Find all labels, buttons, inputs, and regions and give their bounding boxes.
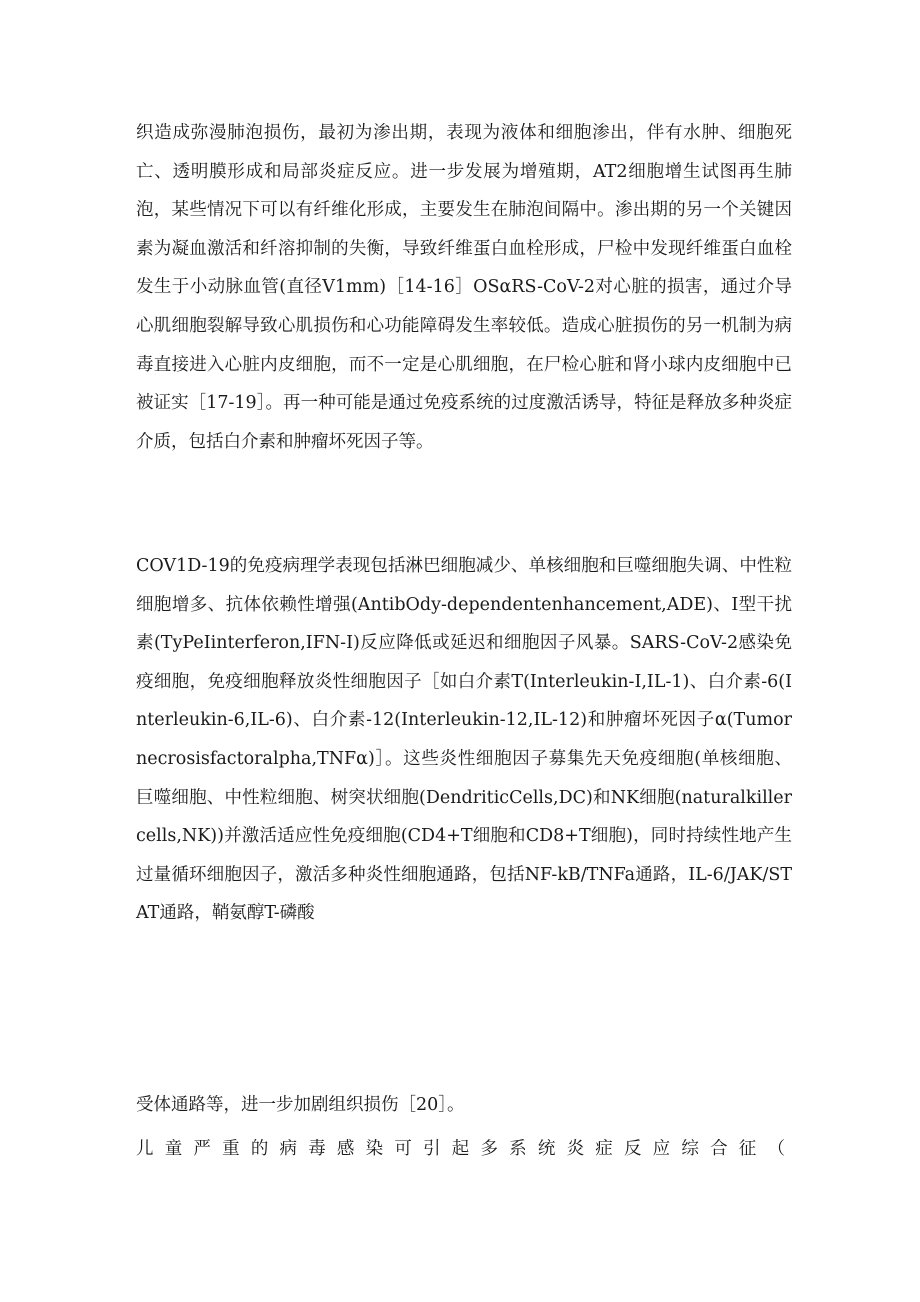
paragraph-immunopathology: COV1D-19的免疫病理学表现包括淋巴细胞减少、单核细胞和巨噬细胞失调、中性粒细胞增多、抗体依赖性增强(AntibOdy-dependentenhancement,ADE)、I型干扰素(TyPeIinterferon,IFN-I)反应降低或延迟和细胞因子风暴。SARS-CoV-2感染免疫细胞，免疫细胞释放炎性细胞因子［如白介素T(Interleukin-I,IL-1)、白介素-6(Interleukin-6,IL-6)、白介素-12(Interleukin-12,IL-12)和肿瘤坏死因子α(Tumornecrosisfactoralpha,TNFα)］。这些炎性细胞因子募集先天免疫细胞(单核细胞、巨噬细胞、中性粒细胞、树突状细胞(DendriticCells,DC)和NK细胞(naturalkillercells,NK))并激活适应性免疫细胞(CD4+T细胞和CD8+T细胞)，同时持续性地产生过量循环细胞因子，激活多种炎性细胞通路，包括NF-kB/TNFa通路，IL-6/JAK/STAT通路，鞘氨醇T-磷酸 xyxy=(136,556,792,924)
paragraph-children-mis: 儿童严重的病毒感染可引起多系统炎症反应综合征（ xyxy=(136,1139,792,1159)
paragraph-lung-heart-injury: 织造成弥漫肺泡损伤，最初为渗出期，表现为液体和细胞渗出，伴有水肿、细胞死亡、透明膜形成和局部炎症反应。进一步发展为增殖期，AT2细胞增生试图再生肺泡，某些情况下可以有纤维化形成，主要发生在肺泡间隔中。渗出期的另一个关键因素为凝血激活和纤溶抑制的失衡，导致纤维蛋白血栓形成，尸检中发现纤维蛋白血栓发生于小动脉血管(直径V1mm)［14-16］OSαRS-CoV-2对心脏的损害，通过介导心肌细胞裂解导致心肌损伤和心功能障碍发生率较低。造成心脏损伤的另一机制为病毒直接进入心脏内皮细胞，而不一定是心肌细胞，在尸检心脏和肾小球内皮细胞中已被证实［17-19］。再一种可能是通过免疫系统的过度激活诱导，特征是释放多种炎症介质，包括白介素和肿瘤坏死因子等。 xyxy=(136,123,792,452)
paragraph-receptor-pathway: 受体通路等，进一步加剧组织损伤［20］。 xyxy=(136,1095,465,1115)
